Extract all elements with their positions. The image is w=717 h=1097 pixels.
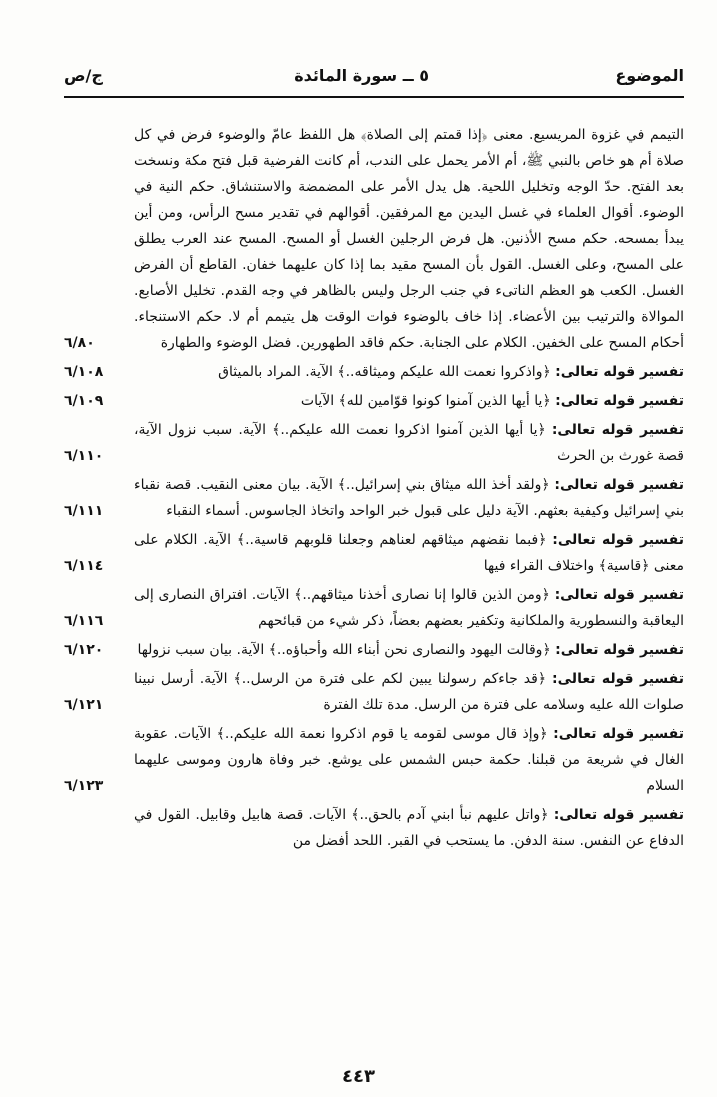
entry-reference: ٦/١٠٩ [64, 393, 104, 409]
index-entry [64, 472, 684, 524]
entry-lead: تفسير قوله تعالى: [553, 807, 684, 823]
index-entries [64, 122, 684, 857]
entry-text: ﴿واذكروا نعمت الله عليكم وميثاقه..﴾ الآية. المراد بالميثاق [218, 364, 551, 380]
running-header [64, 66, 684, 94]
entry-text: ﴿فبما نقضهم ميثاقهم لعناهم وجعلنا قلوبهم قاسية..﴾ الآية. الكلام على معنى ﴿قاسية﴾ واختلاف القراء فيها [134, 532, 684, 574]
header-surah-title: ٥ ــ سورة المائدة [294, 66, 429, 85]
entry-lead: تفسير قوله تعالى: [551, 422, 684, 438]
entry-text: ﴿ومن الذين قالوا إنا نصارى أخذنا ميثاقهم..﴾ الآيات. افتراق النصارى إلى اليعاقبة والنسطورية والملكانية وتكفير بعضهم بعضاً، ذكر شيء من قبائحهم [134, 587, 684, 629]
entry-text: ﴿يا أيها الذين آمنوا اذكروا نعمت الله عليكم..﴾ الآية. سبب نزول الآية، قصة غورث بن الحرث [134, 422, 684, 464]
entry-lead: تفسير قوله تعالى: [553, 726, 685, 742]
index-entry [64, 637, 684, 663]
entry-reference: ٦/١٠٨ [64, 364, 104, 380]
entry-reference: ٦/١١٦ [64, 613, 104, 629]
header-topic-label: الموضوع [615, 66, 684, 85]
index-entry [64, 582, 684, 634]
index-entry [64, 721, 684, 799]
entry-text: ﴿ولقد أخذ الله ميثاق بني إسرائيل..﴾ الآية. بيان معنى النقيب. قصة نقباء بني إسرائيل وكيفية بعثهم. الآية دليل على قبول خبر الواحد واتخاذ الجاسوس. أسماء النقباء [134, 477, 684, 519]
entry-lead: تفسير قوله تعالى: [555, 393, 684, 409]
entry-reference: ٦/١٢١ [64, 697, 104, 713]
entry-text: التيمم في غزوة المريسيع. معنى ﴿إذا قمتم إلى الصلاة﴾ هل اللفظ عامّ والوضوء فرض في كل صلاة أم هو خاص بالنبي ﷺ، أم الأمر يحمل على الندب، أم كانت الفرضية قبل فتح مكة ونسخت بعد الفتح. حدّ الوجه وتخليل اللحية. هل يدل الأمر على المضمضة والاستنشاق. حكم النية في الوضوء. أقوال العلماء في غسل اليدين مع المرفقين. أقوالهم في تقدير مسح الرأس، ومن أين يبدأ بمسحه. حكم مسح الأذنين. هل فرض الرجلين الغسل أو المسح. المسح عند العرب يطلق على المسح، وعلى الغسل. القول بأن المسح مقيد بما إذا كان عليهما خفان. القاطع أن الفرض الغسل. الكعب هو العظم الناتىء في جنب الرجل وليس بالظاهر في وجه القدم. تخليل الأصابع. الموالاة والترتيب بين الأعضاء. إذا خاف بالوضوء فوات الوقت هل يتيمم أم لا. حكم الاستنجاء. أحكام المسح على الخفين. الكلام على الجنابة. حكم فاقد الطهورين. فضل الوضوء والطهارة [134, 127, 684, 351]
entry-reference: ٦/١٢٣ [64, 778, 104, 794]
entry-text: ﴿وإذ قال موسى لقومه يا قوم اذكروا نعمة الله عليكم..﴾ الآيات. عقوبة الغال في شريعة من قبلنا. حكمة حبس الشمس على يوشع. خبر وفاة هارون وموسى عليهما السلام [134, 726, 684, 794]
index-entry [64, 122, 684, 356]
entry-reference: ٦/١١١ [64, 503, 104, 519]
index-entry [64, 527, 684, 579]
entry-lead: تفسير قوله تعالى: [554, 477, 684, 493]
entry-lead: تفسير قوله تعالى: [555, 364, 684, 380]
entry-text: ﴿واتل عليهم نبأ ابني آدم بالحق..﴾ الآيات. قصة هابيل وقابيل. القول في الدفاع عن النفس. سنة الدفن. ما يستحب في القبر. اللحد أفضل من [134, 807, 684, 849]
entry-reference: ٦/١١٠ [64, 448, 104, 464]
entry-lead: تفسير قوله تعالى: [552, 532, 684, 548]
entry-text: ﴿يا أيها الذين آمنوا كونوا قوّامين لله﴾ الآيات [300, 393, 551, 409]
entry-reference: ٦/٨٠ [64, 335, 95, 351]
index-entry [64, 802, 684, 854]
header-volume-page-label: ج/ص [64, 66, 103, 85]
entry-reference: ٦/١١٤ [64, 558, 104, 574]
entry-lead: تفسير قوله تعالى: [552, 671, 684, 687]
entry-lead: تفسير قوله تعالى: [555, 642, 684, 658]
entry-lead: تفسير قوله تعالى: [554, 587, 684, 603]
page-number: ٤٤٣ [342, 1066, 375, 1087]
index-entry [64, 417, 684, 469]
header-rule [64, 96, 684, 98]
entry-reference: ٦/١٢٠ [64, 642, 104, 658]
entry-text: ﴿وقالت اليهود والنصارى نحن أبناء الله وأحباؤه..﴾ الآية. بيان سبب نزولها [137, 642, 551, 658]
index-entry [64, 359, 684, 385]
index-entry [64, 388, 684, 414]
index-entry [64, 666, 684, 718]
entry-text: ﴿قد جاءكم رسولنا يبين لكم على فترة من الرسل..﴾ الآية. أرسل نبينا صلوات الله عليه وسلامه على فترة من الرسل. مدة تلك الفترة [134, 671, 684, 713]
